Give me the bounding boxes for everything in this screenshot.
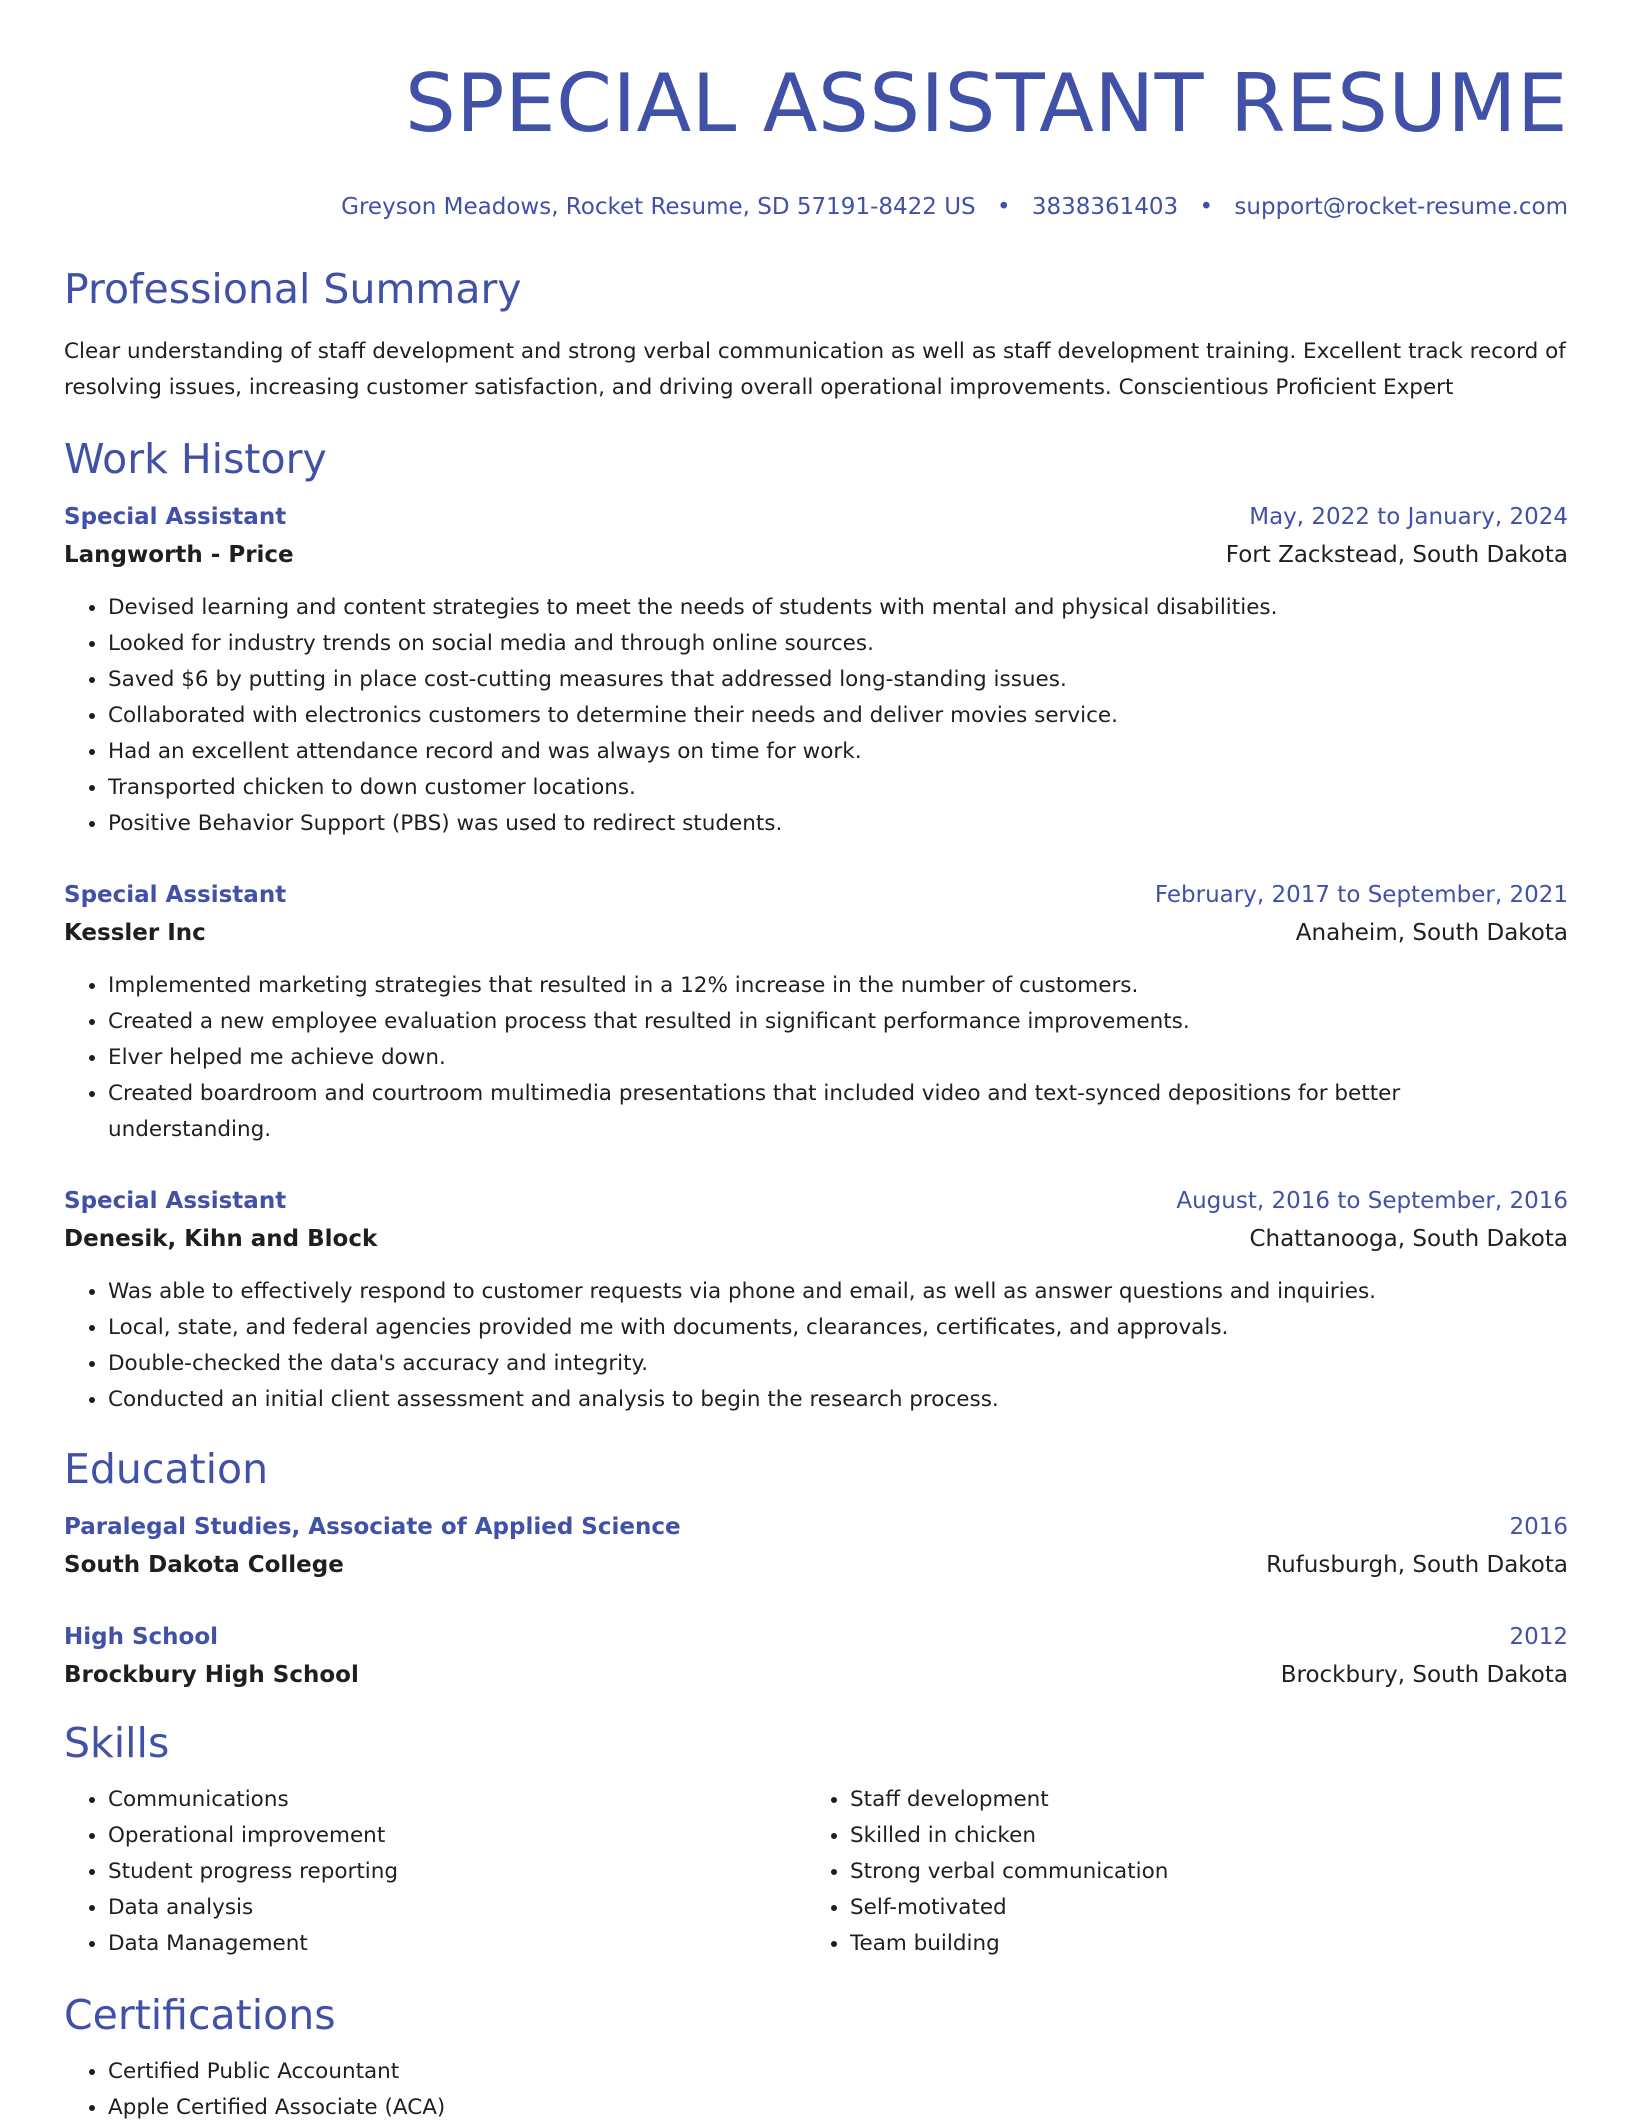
job-bullet: • Conducted an initial client assessment and analysis to begin the research process. [108,1382,1568,1418]
job-title: Special Assistant [64,882,287,908]
contact-phone: 3838361403 [1031,194,1179,220]
work-history-heading: Work History [64,435,327,483]
skills-section [64,1718,1568,1962]
job-dates: May, 2022 to January, 2024 [1249,504,1568,530]
certification-item: • Apple Certified Associate (ACA) [108,2090,1568,2126]
job-location: Chattanooga, South Dakota [1249,1226,1568,1252]
job-company: Kessler Inc [64,920,206,946]
job-dates: August, 2016 to September, 2016 [1176,1188,1568,1214]
job-bullet: • Transported chicken to down customer locations. [108,770,1568,806]
job-bullet: • Looked for industry trends on social media and through online sources. [108,626,1568,662]
education-school: Brockbury High School [64,1662,359,1688]
resume-page [64,0,1568,2126]
education-year: 2012 [1509,1624,1568,1650]
job-bullet: • Saved $6 by putting in place cost-cutting measures that addressed long-standing issues. [108,662,1568,698]
job-bullet: • Implemented marketing strategies that resulted in a 12% increase in the number of customers. [108,968,1568,1004]
job-bullet: • Devised learning and content strategies to meet the needs of students with mental and physical disabilities. [108,590,1568,626]
skills-column-left [64,1782,806,1962]
job-title: Special Assistant [64,504,287,530]
skills-column-right [806,1782,1548,1962]
work-history-section [64,434,1568,1418]
education-location: Rufusburgh, South Dakota [1266,1552,1568,1578]
job-bullet: • Elver helped me achieve down. [108,1040,1568,1076]
job-title: Special Assistant [64,1188,287,1214]
skill-item: • Communications [108,1782,806,1818]
education-year: 2016 [1509,1514,1568,1540]
skill-item: • Skilled in chicken [850,1818,1548,1854]
job-bullets [64,968,1568,1148]
resume-title: SPECIAL ASSISTANT RESUME [405,57,1568,150]
job-bullet: • Double-checked the data's accuracy and integrity. [108,1346,1568,1382]
education-entry [64,1618,1568,1694]
job-bullet: • Had an excellent attendance record and was always on time for work. [108,734,1568,770]
summary-text: Clear understanding of staff development and strong verbal communication as well as staff development training. Excellent track record of resolving issues, increasing customer satisfaction, and driving overall operational improvements. Conscientious Proficient Expert [64,339,1566,400]
job-bullet: • Positive Behavior Support (PBS) was used to redirect students. [108,806,1568,842]
job-entry [64,1182,1568,1418]
education-entry [64,1508,1568,1584]
job-bullets [64,1274,1568,1418]
skill-item: • Student progress reporting [108,1854,806,1890]
job-location: Anaheim, South Dakota [1295,920,1568,946]
skill-item: • Staff development [850,1782,1548,1818]
education-section [64,1444,1568,1694]
job-location: Fort Zackstead, South Dakota [1225,542,1568,568]
education-degree: Paralegal Studies, Associate of Applied Science [64,1514,681,1540]
job-company: Denesik, Kihn and Block [64,1226,378,1252]
job-entry [64,498,1568,842]
job-bullet: • Created boardroom and courtroom multimedia presentations that included video and text-synced depositions for better understanding. [108,1076,1568,1148]
job-bullet: • Local, state, and federal agencies provided me with documents, clearances, certificates, and approvals. [108,1310,1568,1346]
skill-item: • Self-motivated [850,1890,1548,1926]
job-bullet: • Was able to effectively respond to customer requests via phone and email, as well as answer questions and inquiries. [108,1274,1568,1310]
skill-item: • Operational improvement [108,1818,806,1854]
skill-item: • Data analysis [108,1890,806,1926]
job-company: Langworth - Price [64,542,294,568]
contact-email[interactable]: support@rocket-resume.com [1234,194,1568,220]
job-bullet: • Collaborated with electronics customers to determine their needs and deliver movies service. [108,698,1568,734]
education-heading: Education [64,1445,269,1493]
contact-separator: • [996,194,1011,220]
contact-separator: • [1199,194,1214,220]
certification-item: • Certified Public Accountant [108,2054,1568,2090]
contact-address: Greyson Meadows, Rocket Resume, SD 57191-8422 US [341,194,976,220]
job-entry [64,876,1568,1148]
contact-line [64,192,1568,222]
skill-item: • Team building [850,1926,1548,1962]
education-school: South Dakota College [64,1552,344,1578]
skill-item: • Data Management [108,1926,806,1962]
certifications-section [64,1990,1568,2126]
job-bullets [64,590,1568,842]
skills-heading: Skills [64,1719,170,1767]
summary-section [64,264,1568,406]
job-dates: February, 2017 to September, 2021 [1154,882,1568,908]
job-bullet: • Created a new employee evaluation process that resulted in significant performance improvements. [108,1004,1568,1040]
certifications-list [64,2054,1568,2126]
summary-heading: Professional Summary [64,265,522,313]
education-degree: High School [64,1624,219,1650]
skill-item: • Strong verbal communication [850,1854,1548,1890]
education-location: Brockbury, South Dakota [1280,1662,1568,1688]
certifications-heading: Certifications [64,1991,336,2039]
